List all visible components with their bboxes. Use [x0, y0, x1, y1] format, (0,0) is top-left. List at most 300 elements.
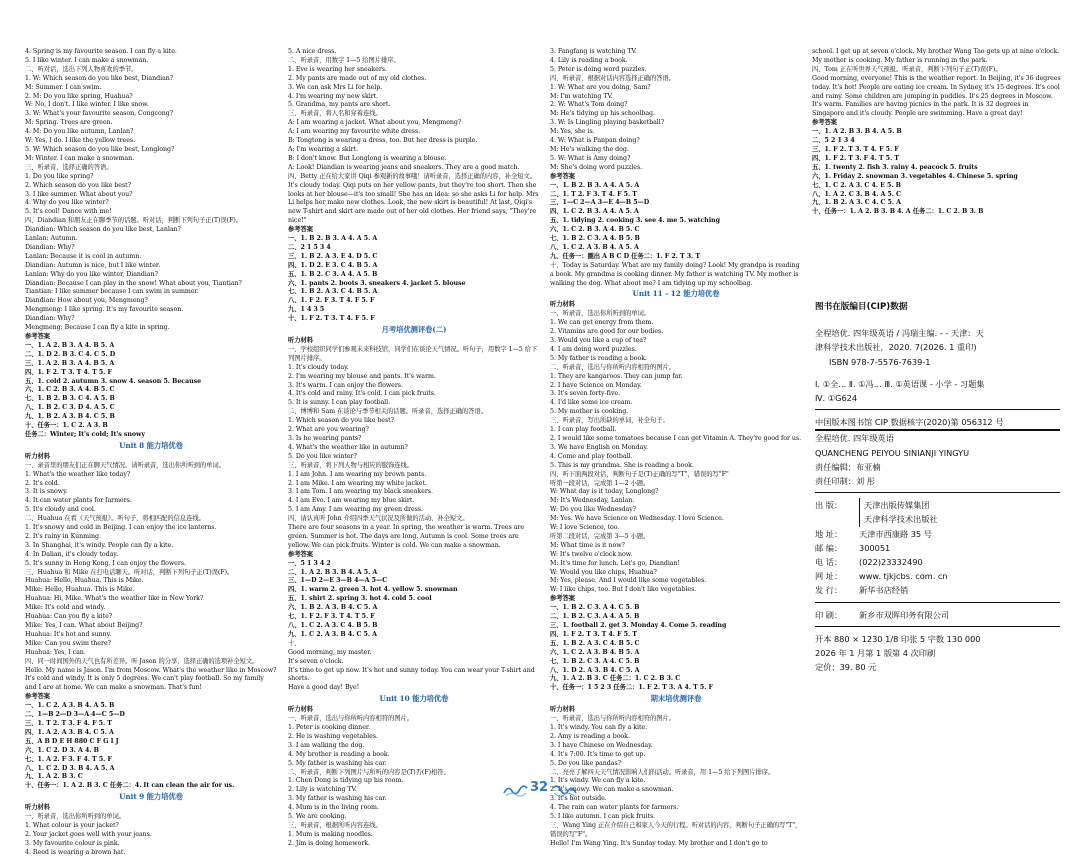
answer-line: 二、1—B 2—D 3—A 4—C 5—D	[25, 711, 125, 719]
answer-line: 八、1. C 2. A 3. C 4. B 5. B	[288, 622, 378, 629]
subheading: 听力材料	[25, 804, 50, 812]
text-line: 4. M: Do you like autumn, Lanlan?	[25, 128, 134, 136]
text-line: 5. It's cool! Dance with me!	[25, 208, 112, 216]
text-line: 4. Spring is my favourite season. I can fly a kite.	[25, 48, 177, 55]
answer-line: 九、1. C 2. A 3. B 4. C 5. A	[288, 630, 378, 638]
text-line: 3. Is he wearing pants?	[288, 434, 362, 442]
answer-line: 四、1. F 2. T 3. T 4. F 5. T	[550, 630, 637, 638]
text-line: 二、听录音，判断下列图片与所听的内容是(T)否(F)相符。	[288, 768, 450, 776]
subheading: 听力材料	[288, 337, 313, 344]
answer-line: 七、1. B 2. C 3. A 4. B 5. B	[550, 235, 640, 243]
column-1	[25, 48, 277, 856]
web-value: www. tjkjcbs. com. cn	[859, 571, 948, 582]
text-line: 1. Chen Dong is tidying up his room.	[288, 777, 404, 785]
dist-row	[815, 583, 1060, 597]
cip-number: 中国版本图书馆 CIP 数据核字(2020)第 056312 号	[815, 417, 1004, 428]
text-line: Hello! I'm Wang Ying. It's Sunday today. My brother and I don't go to	[550, 839, 768, 847]
answer-line: 五、1. B 2. A 3. C 4. B 5. C	[550, 639, 640, 647]
text-line: 四、听下面两段对话，判断句子是(T)正确的写"T"，错误的写"F"	[550, 470, 729, 478]
answer-line: 六、1. C 2. D 3. A 4. B	[25, 746, 99, 754]
text-line: 5. I like autumn. I can pick fruits.	[550, 813, 656, 821]
answer-line: 四、1. F 2. T 3. F 4. T 5. T	[812, 154, 899, 162]
text-line: It's cloudy today. Qiqi puts on her yellow pants, but they're too short. Then she looks at her blouse—it's too small! She has an idea: so she asks Li for help. Mrs Li helps her make new clothes. Look, the new skirt is beautiful! At last, Qiqi's new T-shirt and skirt are made out of her old clothes. Her friend says, "They're nice!"	[288, 181, 539, 225]
text-line: 4. W: What is Panpan doing?	[550, 137, 640, 145]
answer-line: 七、1. F 2. F 3. T 4. T 5. F	[288, 613, 375, 621]
section-heading: Unit 11 - 12 能力培优卷	[632, 289, 720, 299]
text-line: 一、听录音，选出你所听到的单词。	[25, 813, 125, 821]
tel-key: 电 话：	[815, 557, 843, 568]
text-line: 一、学校组织同学们参观未来科技馆，同学们在谈论天气情况。听句子，用数字 1—5 给下列图片排序。	[288, 345, 538, 362]
text-line: 三、听录音，选择正确的答语。	[25, 163, 113, 171]
text-line: 2. My pants are made out of my old clothes.	[288, 74, 427, 82]
text-line: 5. W: Which season do you like best, Longlong?	[25, 145, 175, 153]
text-line: 3. I like summer. What about you?	[25, 190, 133, 198]
subheading: 参考答案	[550, 595, 575, 603]
answer-line: 六、1. Friday 2. snowman 3. vegetables 4. Chinese 5. spring	[812, 172, 1018, 180]
text-line: Diandian: Which season do you like best, Lanlan?	[25, 226, 181, 234]
answer-line: 六、1. C 2. B 3. A 4. B 5. C	[25, 386, 115, 394]
text-line: M: It's Wednesday, Lanlan.	[550, 497, 635, 505]
answer-line: 四、1. D 2. E 3. C 4. B 5. A	[288, 261, 378, 269]
text-line: 三、听录音，写出所缺的单词，补全句子。	[550, 417, 669, 425]
text-line: 5. It is sunny. I can play football.	[288, 399, 391, 407]
answer-line: 四、1. A 2. A 3. B 4. C 5. A	[25, 728, 114, 736]
text-line: Huahua: Hello, Huahua. This is Mike.	[25, 577, 144, 585]
printing-value: 新乡市双晖印务有限公司	[859, 609, 950, 620]
answer-line: 六、1. C 2. A 3. B 4. B 5. A	[550, 648, 640, 656]
section-heading: 期末培优测评卷	[650, 694, 702, 704]
cip-line: 津科学技术出版社，2020. 7(2026. 1 重印)	[815, 342, 977, 353]
text-line: 3. It's hot outside.	[550, 795, 607, 803]
answer-line: 八、1. F 2. F 3. T 4. F 5. F	[288, 297, 375, 305]
column-4	[812, 48, 1062, 216]
answer-line: 九、1 4 3 5	[288, 306, 325, 314]
answer-line: 一、1. B 2. C 3. A 4. C 5. B	[550, 604, 640, 612]
answer-line: 三、1. football 2. get 3. Monday 4. Come 5. reading	[550, 622, 727, 629]
answer-line: 五、1. B 2. C 3. A 4. A 5. B	[288, 270, 378, 278]
subheading: 听力材料	[550, 301, 575, 309]
text-line: It's time to get up now. It's hot and sunny today. You can wear your T-shirt and shorts.	[288, 666, 535, 683]
text-line: 2. Which season do you like best?	[25, 181, 131, 189]
text-line: W: I like chips, too. But I don't like vegetables.	[550, 586, 697, 594]
text-line: 2. Vitamins are good for our bodies.	[550, 328, 664, 336]
text-line: 2. Jim is doing homework.	[288, 839, 370, 847]
answer-line: 九、1. B 2. A 3. B 4. C 5. B	[25, 413, 115, 421]
answer-line: 二、1. A 2. B 3. B 4. A 5. A	[288, 568, 378, 576]
text-line: 一、录音里的朋友们正在聊天气情况。请听录音，选出你所听到的单词。	[25, 461, 225, 469]
answer-line: 九、1. A 2. B 3. C 任务二：1. C 2. B 3. C	[550, 675, 681, 683]
page-number: 32	[530, 780, 549, 795]
answer-line: 一、1. A 2. B 3. A 4. B 5. A	[25, 341, 115, 349]
text-line: W: No, I don't. I like winter. I like snow.	[25, 101, 149, 109]
cip-line: 全程培优. 四年级英语 / 冯瑞主编. - - 天津：天	[815, 328, 984, 339]
text-line: 四、听录音，根据对话内容选择正确的答语。	[550, 74, 675, 82]
text-line: B: I don't know. But Longlong is wearing a blouse.	[288, 154, 447, 162]
text-line: Tiantian: I like summer because I can swim in summer.	[25, 288, 199, 296]
tel-row	[815, 555, 1060, 569]
text-line: 5. We are cooking.	[288, 813, 347, 821]
answer-line: 十、任务一：1 5 2 3 任务二：1. F 2. T 3. A 4. T 5. F	[550, 684, 713, 692]
print-manager: 责任印制：刘 彤	[815, 476, 875, 487]
column-3	[550, 48, 802, 847]
answer-line: 五、1. tidying 2. cooking 3. see 4. me 5. watching	[550, 217, 720, 225]
text-line: 5. This is my grandma. She is reading a book.	[550, 461, 694, 469]
text-line: 5. My father is washing his car.	[288, 759, 387, 767]
web-row	[815, 569, 1060, 583]
text-line: 三、Wang Ying 正在介绍自己和家人今天的行程。听对话的内容，判断句子正确的写"T"，错误的写"F"。	[550, 821, 802, 838]
spec: 开本 880 × 1230 1/8 印张 5 字数 130 000	[815, 633, 981, 644]
divider	[815, 492, 1060, 493]
answer-line: 九、任务一：圈出 A B C D 任务二：1. F 2. T 3. T	[550, 252, 700, 260]
text-line: Lanlan: Why do you like winter, Diandian?	[25, 270, 158, 278]
text-line: 1. It's snowy and cold in Beijing. I can enjoy the ice lanterns.	[25, 524, 217, 532]
subheading: 听力材料	[25, 452, 50, 460]
text-line: 十、Today is Saturday. What are my family doing? Look! My grandpa is reading a book. My grandma is cooking dinner. My father is watching TV. My mother is walking the dog. What about me? I am tidying up my schoolbag.	[550, 261, 800, 287]
text-line: 1. W: Which season do you like best, Diandian?	[25, 74, 174, 82]
text-line: 3. I am Tom. I am wearing my black sneakers.	[288, 488, 433, 496]
text-line: Huahua: It's hot and sunny.	[25, 630, 112, 638]
text-line: 2. He is washing vegetables.	[288, 732, 378, 740]
text-line: 2. What are you wearing?	[288, 426, 369, 434]
text-line: Diandian: Because I can play in the snow! What about you, Tiantian?	[25, 279, 242, 287]
text-line: 5. I like winter. I can make a snowman.	[25, 56, 149, 64]
cip-class: Ⅰ. ①全… Ⅱ. ①冯… Ⅲ. ①英语课 - 小学 - 习题集	[815, 378, 985, 389]
section-heading: Unit 10 能力培优卷	[379, 694, 449, 704]
text-line: Mengmeng: I like spring. It's my favourite season.	[25, 306, 184, 314]
printing-row	[815, 608, 1060, 622]
text-line: 二、听录音，用数字 1—5 给图片排序。	[288, 56, 400, 64]
answer-line: 七、1. C 2. A 3. C 4. E 5. B	[812, 181, 901, 189]
text-line: 三、听录音，根据所听内容连线。	[288, 821, 382, 829]
text-line: W: What day is it today, Longlong?	[550, 488, 659, 496]
text-line: 4. It's cold and rainy. It's cold. I can pick fruits.	[288, 390, 436, 398]
publisher-values	[859, 498, 938, 526]
answer-line: 八、1. B 2. C 3. D 4. A 5. C	[25, 404, 115, 412]
text-line: 二、听录音，选出与你所听内容相符的图片。	[550, 363, 675, 371]
answer-line: 八、1. C 2. D 3. B 4. A 5. A	[25, 764, 115, 772]
book-title: 全程培优. 四年级英语	[815, 433, 894, 444]
text-line: Mengmeng: Because I can fly a kite in spring.	[25, 324, 170, 332]
text-line: Mike: It's cold and windy.	[25, 604, 106, 612]
price: 定价：39. 80 元	[815, 662, 877, 673]
answer-line: 一、5 1 3 4 2	[288, 559, 331, 567]
text-line: school. I get up at seven o'clock. My brother Wang Tao gets up at nine o'clock. My mother is cooking. My father is running in the park.	[812, 48, 1060, 64]
text-line: 2. W: What's Tom doing?	[550, 101, 628, 109]
text-line: M: Summer. I can swim.	[25, 83, 102, 91]
text-line: 3. It's seven forty-five.	[550, 390, 621, 398]
text-line: 4. I'd like some ice cream.	[550, 399, 633, 407]
text-line: 4. What's the weather like in autumn?	[288, 443, 408, 451]
edition: 2026 年 1 月第 1 版第 4 次印刷	[815, 648, 936, 659]
publisher-2: 天津科学技术出版社	[864, 514, 938, 525]
text-line: A: I'm wearing a skirt.	[288, 145, 359, 153]
dist-key: 发 行：	[815, 585, 843, 596]
text-line: Huahua: Hi, Mike. What's the weather like in New York?	[25, 595, 204, 603]
text-line: 四、请认真听 John 介绍四季天气状况及所做的活动，补全短文。	[288, 515, 469, 523]
text-line: 1. Eve is wearing her sneakers.	[288, 65, 387, 73]
text-line: M: He's walking the dog.	[550, 145, 629, 153]
editor: 责任编辑：布亚楠	[815, 461, 881, 472]
text-line: 3. It is snowy.	[25, 488, 68, 496]
answer-line: 三、1. A 2. B 3. A 4. B 5. A	[25, 359, 115, 367]
subheading: 听力材料	[550, 706, 575, 714]
text-line: 1. What's the weather like today?	[25, 470, 131, 478]
answer-line: 四、1. warm 2. green 3. hot 4. yellow 5. snowman	[288, 586, 458, 594]
text-line: M: Winter. I can make a snowman.	[25, 154, 135, 162]
text-line: 三、听录音，将人名和穿着连线。	[288, 110, 382, 118]
text-line: 2. Your jacket goes well with your jeans.	[25, 830, 152, 838]
text-line: M: Yes. We have Science on Wednesday. I love Science.	[550, 515, 724, 523]
divider	[815, 409, 1060, 410]
text-line: 3. In Shanghai, it's windy. People can fly a kite.	[25, 541, 174, 549]
text-line: 2. It's cold.	[25, 479, 60, 487]
text-line: There are four seasons in a year. In spring, the weather is warm. Trees are green. Summer is hot. The days are long. Autumn is cool. Some trees are yellow. We can pick fruits. Winter is cold. We can make a snowman.	[288, 524, 525, 549]
address-key: 地 址：	[815, 528, 843, 539]
text-line: 四、Diandian 和朋友正在聊季节的话题。听对话，判断下列句子正(T)误(F)。	[25, 217, 243, 225]
tel-value: (022)23332490	[859, 557, 923, 568]
text-line: 二、Huahua 在看《天气预报》。听句子，将相匹配的信息连线。	[25, 515, 205, 523]
publisher-key: 出 版：	[815, 500, 843, 511]
text-line: Mike: Yes, I can. What about Beijing?	[25, 622, 143, 629]
text-line: 二、博博和 Sam 在谈论与季节相关的话题。听录音，选择正确的答语。	[288, 408, 487, 416]
printing-key: 印 刷：	[815, 609, 843, 620]
answer-line: 一、1. A 2. B 3. B 4. A 5. B	[812, 128, 902, 136]
text-line: 3. It's warm. I can enjoy the flowers.	[288, 381, 403, 389]
answer-line: 八、1. C 2. A 3. B 4. A 5. A	[550, 243, 639, 251]
zip-value: 300051	[859, 542, 891, 553]
cip-title: 图书在版编目(CIP)数据	[815, 302, 908, 312]
answer-line: 八、1. D 2. A 3. B 4. C 5. A	[550, 666, 640, 674]
subheading: 参考答案	[288, 550, 313, 558]
text-line: Lanlan: Autumn.	[25, 235, 78, 243]
text-line: 3. My father is washing his car.	[288, 795, 387, 803]
text-line: 1. It's windy. We can fly a kite.	[550, 777, 646, 785]
text-line: A: I am wearing a jacket. What about you, Mengmeng?	[288, 119, 462, 127]
text-line: 1. Peter is cooking dinner.	[288, 723, 371, 731]
dist-value: 新华书店经销	[859, 585, 909, 596]
answer-line: 七、1. A 2. F 3. F 4. T 5. F	[25, 755, 112, 763]
text-line: 4. Why do you like winter?	[25, 199, 109, 207]
text-line: 3. W: What's your favourite season, Congcong?	[25, 110, 174, 118]
text-line: W: Yes, I do. I like the yellow trees.	[25, 137, 136, 145]
text-line: M: Spring. Trees are green.	[25, 119, 113, 127]
web-key: 网 址：	[815, 571, 843, 582]
book-pinyin: QUANCHENG PEIYOU SINIANJI YINGYU	[815, 447, 970, 458]
answer-line: 十、1. F 2. T 3. T 4. F 5. F	[288, 315, 375, 323]
text-line: 二、亮亮了解四天天气情况影响人们的活动。听录音，用 1—5 给下列图片排序。	[550, 768, 775, 776]
text-line: 1. Do you like spring?	[25, 172, 94, 180]
text-line: 4. I am doing word puzzles.	[550, 345, 637, 353]
text-line: 3. I am walking the dog.	[288, 741, 365, 749]
text-line: Have a good day! Bye!	[288, 684, 360, 692]
text-line: 2. Lily is watching TV.	[288, 786, 357, 794]
subheading: 参考答案	[288, 226, 313, 234]
text-line: Good morning, my master.	[288, 648, 372, 656]
text-line: M: He's tidying up his schoolbag.	[550, 110, 655, 118]
answer-line: 五、1. twenty 2. fish 3. rainy 4. peacock 5. fruits	[812, 163, 978, 171]
text-line: 2. I'm wearing my blouse and pants. It's warm.	[288, 372, 436, 380]
text-line: 4. My brother is reading a book.	[288, 750, 390, 758]
answer-line: 二、2 1 5 3 4	[288, 243, 331, 251]
text-line: Good morning, everyone! This is the weather report. In Beijing, it's 36 degrees today. It's hot! People are eating ice cream. In Sydney, it's 15 degrees. It's cool and rainy. Some children are jumping in puddles. It's 25 degrees in Moscow. It's warm. Families are having picnics in the park. It is 32 degrees in Singapore and it's cloudy. People are swimming. Have a great day!	[812, 74, 1061, 118]
publisher-row	[815, 498, 1060, 526]
answer-line: 九、1. A 2. B 3. C	[25, 773, 83, 781]
answer-line: 十、任务一：1. A 2. B 3. C 任务二：4. It can clean the air for us.	[25, 782, 235, 790]
answer-line: 六、1. B 2. A 3. B 4. C 5. A	[288, 604, 378, 612]
answer-line: 任务二：Winter; It's cold; It's snowy	[25, 430, 146, 438]
text-line: 4. It's 7:00. It's time to get up.	[550, 750, 646, 758]
text-line: 5. Do you like winter?	[288, 452, 357, 460]
text-line: 4. Mum is in the living room.	[288, 804, 379, 812]
answer-line: 四、1. F 2. T 3. T 4. T 5. F	[25, 368, 112, 376]
text-line: 2. It's rainy in Kunming.	[25, 532, 101, 540]
answer-line: 九、1. B 2. A 3. C 4. C 5. A	[812, 199, 902, 207]
text-line: A: I am wearing my favourite white dress.	[288, 128, 421, 136]
text-line: 四、Tom 正在听世界天气预报。听录音，判断下列句子正(T)误(F)。	[812, 65, 1002, 73]
text-line: 十、	[288, 639, 301, 647]
text-line: 4. Come and play football.	[550, 452, 633, 460]
text-line: W: I love Science, too.	[550, 524, 620, 532]
text-line: 5. My mother is cooking.	[550, 408, 629, 416]
text-line: 5. It's cloudy and cool.	[25, 506, 96, 514]
divider	[815, 626, 1060, 627]
text-line: 5. Grandma, my pants are short.	[288, 101, 391, 109]
section-heading: 月考培优测评卷(二)	[381, 325, 447, 335]
text-line: M: Yes, please. And I would like some vegetables.	[550, 577, 707, 585]
text-line: 三、听录音，将下列人物与相应的服饰连线。	[288, 461, 413, 469]
answer-line: 四、1. C 2. B 3. A 4. A 5. A	[550, 208, 639, 216]
text-line: Diandian: How about you, Mengmeng?	[25, 297, 148, 305]
text-line: 2. Amy is reading a book.	[550, 732, 630, 740]
text-line: 一、听录音，选出与你所听内容相符的图片。	[288, 715, 413, 723]
text-line: 4. Lily is reading a book.	[550, 56, 628, 64]
text-line: 三、Huahua 和 Mike 在打电话聊天。听对话，判断下列句子正(T)误(F)。	[25, 568, 234, 576]
text-line: 5. W: What is Amy doing?	[550, 154, 631, 162]
text-line: 3. My favourite colour is pink.	[25, 839, 120, 847]
text-line: 5. I am Amy. I am wearing my green dress.	[288, 506, 423, 514]
answer-line: 一、1. C 2. A 3. B 4. A 5. B	[25, 702, 115, 710]
text-line: 3. W: Is Lingling playing basketball?	[550, 119, 665, 127]
answer-line: 一、1. B 2. B 3. A 4. A 5. A	[550, 181, 640, 189]
text-line: A: Look! Diandian is wearing jeans and sneakers. They are a good match.	[288, 163, 520, 171]
subheading: 参考答案	[550, 172, 575, 180]
text-line: 1. We can get energy from them.	[550, 319, 654, 327]
section-heading: Unit 8 能力培优卷	[119, 440, 183, 450]
text-line: Lanlan: Because it is cool in autumn.	[25, 252, 142, 260]
text-line: It's seven o'clock.	[288, 657, 344, 665]
text-line: B: Tongtong is wearing a dress, too. But her dress is purple.	[288, 137, 478, 145]
answer-line: 三、1—C 2—A 3—E 4—B 5—D	[550, 199, 650, 207]
text-line: Diandian: Autumn is nice, but I like winter.	[25, 261, 161, 269]
text-line: 4. The rain can water plants for farmers.	[550, 804, 679, 812]
text-line: M: Yes, she is.	[550, 128, 595, 136]
text-line: 4. It can water plants for farmers.	[25, 497, 132, 505]
text-line: Huahua: Yes, I can.	[25, 648, 86, 656]
text-line: 1. Mum is making noodles.	[288, 830, 373, 838]
subheading: 参考答案	[25, 693, 50, 701]
text-line: 1. I am John. I am wearing my brown pants.	[288, 470, 427, 478]
text-line: 1. It's windy. You can fly a kite.	[550, 723, 648, 731]
text-line: Mike: Hello, Huahua. This is Mike.	[25, 586, 135, 594]
wave-ornament-icon	[502, 783, 528, 797]
text-line: 5. Peter is doing word puzzles.	[550, 65, 647, 73]
text-line: 3. Fangfang is watching TV.	[550, 48, 637, 55]
answer-line: 三、1. T 2. T 3. F 4. F 5. T	[25, 719, 112, 727]
answer-line: 二、5 2 1 3 4	[812, 137, 855, 145]
answer-line: 六、1. pants 2. boots 3. sneakers 4. jacket 5. blouse	[288, 279, 466, 287]
text-line: 5. Do you like pandas?	[550, 759, 621, 767]
cip-class: Ⅳ. ①G624	[815, 393, 858, 404]
answer-line: 五、A B D E H 880 C F G I J	[25, 737, 119, 745]
address-value: 天津市西康路 35 号	[859, 528, 932, 539]
text-line: M: What time is it now?	[550, 541, 625, 549]
text-line: 3. I have Chinese on Wednesday.	[550, 741, 653, 749]
text-line: Diandian: Why?	[25, 243, 75, 251]
text-line: Mike: Can you swim there?	[25, 639, 111, 647]
cip-isbn: ISBN 978-7-5576-7639-1	[829, 356, 931, 367]
text-line: 二、听对话，选出下列人物喜欢的季节。	[25, 65, 138, 73]
text-line: 3. We can ask Mrs Li for help.	[288, 83, 383, 91]
text-line: 2. M: Do you like spring, Huahua?	[25, 92, 133, 100]
text-line: 5. My father is reading a book.	[550, 354, 647, 362]
text-line: 1. W: What are you doing, Sam?	[550, 83, 651, 91]
text-line: 4. Reed is wearing a brown hat.	[25, 848, 126, 856]
text-line: 3. We have English on Monday.	[550, 443, 648, 451]
answer-line: 七、1. B 2. C 3. A 4. C 5. B	[550, 657, 640, 665]
text-line: 4. In Dalian, it's cloudy today.	[25, 550, 118, 558]
text-line: 1. I can play football.	[550, 426, 617, 434]
text-line: 1. What colour is your jacket?	[25, 821, 119, 829]
answer-line: 五、1. shirt 2. spring 3. hot 4. cold 5. cool	[288, 595, 432, 603]
answer-line: 二、1. T 2. F 3. T 4. F 5. T	[550, 190, 637, 198]
text-line: 四、同一时间国外的天气也有所差异。听 Jason 的分享，选择正确的选项补全短文。	[25, 657, 259, 665]
text-line: 4. I am Eve. I am wearing my blue skirt.	[288, 497, 415, 505]
answer-line: 一、1. B 2. B 3. A 4. A 5. A	[288, 235, 378, 243]
text-line: 2. I am Mike. I am wearing my white jacket.	[288, 479, 427, 487]
text-line: 4. I'm wearing my new skirt.	[288, 92, 379, 100]
answer-line: 七、1. B 2. A 3. C 4. B 5. A	[288, 288, 378, 296]
answer-line: 十、任务一：1. A 2. B 3. B 4. A 任务二：1. C 2. B 3. B	[812, 208, 984, 216]
text-line: 一、听录音，选出与你所听内容相符的图片。	[550, 715, 675, 723]
address-row	[815, 527, 1060, 541]
answer-line: 三、1—D 2—E 3—B 4—A 5—C	[288, 577, 388, 585]
answer-line: 八、1. A 2. C 3. B 4. A 5. C	[812, 190, 902, 198]
text-line: Diandian: Why?	[25, 315, 75, 323]
subheading: 参考答案	[812, 119, 837, 127]
text-line: M: She's doing word puzzles.	[550, 163, 643, 171]
text-line: Huahua: Can you fly a kite?	[25, 613, 113, 621]
zip-key: 邮 编：	[815, 542, 843, 553]
subheading: 参考答案	[25, 333, 50, 340]
text-line: W: It's twelve o'clock now.	[550, 550, 633, 558]
subheading: 听力材料	[288, 706, 313, 714]
text-line: M: It's time for lunch. Let's go, Diandian!	[550, 559, 680, 567]
text-line: 听第一段对话，完成第 1—2 小题。	[550, 479, 650, 487]
answer-line: 六、1. C 2. B 3. A 4. B 5. C	[550, 226, 640, 234]
section-heading: Unit 9 能力培优卷	[119, 792, 183, 802]
answer-line: 三、1. F 2. T 3. T 4. F 5. F	[812, 145, 899, 153]
text-line: W: Would you like chips, Huahua?	[550, 568, 657, 576]
wave-ornament-icon	[552, 783, 578, 797]
text-line: 2. It's snowy. We can make a snowman.	[550, 786, 674, 794]
page-number-badge	[500, 779, 580, 801]
text-line: 1. They are kangaroos. They can jump far.	[550, 372, 683, 380]
text-line: 1. It's cloudy today.	[288, 363, 349, 371]
text-line: 2. I have Science on Monday.	[550, 381, 642, 389]
text-line: 一、听录音，选出你所听到的单词。	[550, 310, 650, 318]
answer-line: 五、1. cold 2. autumn 3. snow 4. season 5. Because	[25, 377, 202, 385]
text-line: W: Do you like Wednesday?	[550, 506, 637, 514]
